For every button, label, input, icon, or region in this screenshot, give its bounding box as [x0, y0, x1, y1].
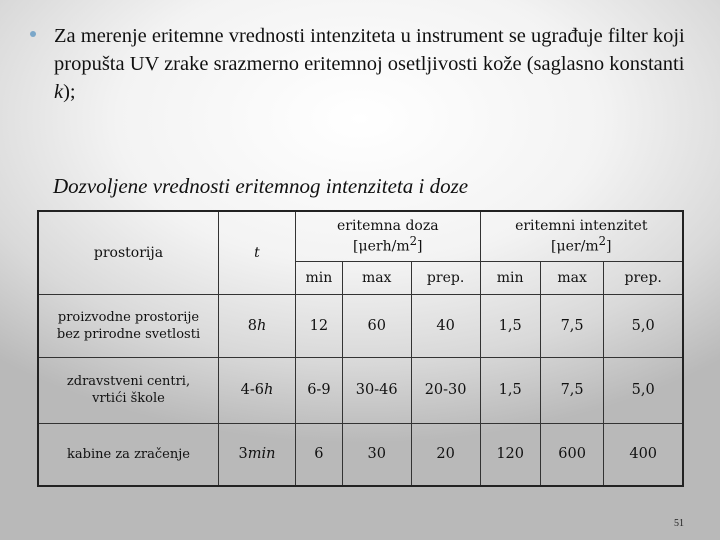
subheader-dose-max: max — [342, 261, 411, 294]
row-t — [219, 294, 296, 357]
cell-int-max: 600 — [540, 423, 604, 486]
header-dose-unit — [298, 234, 478, 255]
bullet-text-main: Za merenje eritemne vrednosti intenziteta u instrument se ugrađuje filter koji propušta UV zrake srazmerno eritemnoj osetljivosti kože (saglasno konstanti — [54, 25, 685, 75]
header-t: t — [219, 211, 296, 294]
bullet-block — [30, 22, 700, 106]
room-line: vrtići škole — [92, 391, 165, 406]
row-room — [38, 294, 219, 357]
cell-dose-prep: 20-30 — [411, 357, 480, 423]
dose-unit-close: ] — [417, 238, 423, 255]
subheader-dose-min: min — [296, 261, 343, 294]
t-number: 3 — [238, 446, 248, 463]
subheader-int-min: min — [480, 261, 540, 294]
t-number: 4-6 — [240, 382, 264, 398]
cell-int-min: 120 — [480, 423, 540, 486]
int-unit-mu: μ — [556, 238, 566, 255]
room-line: zdravstveni centri, — [66, 374, 191, 389]
table-row — [38, 423, 683, 486]
dose-unit-open: [ — [353, 238, 359, 255]
cell-dose-min: 6-9 — [296, 357, 343, 423]
limits-table — [37, 210, 684, 487]
cell-dose-max: 60 — [342, 294, 411, 357]
cell-dose-min: 6 — [296, 423, 343, 486]
subheader-int-prep: prep. — [604, 261, 683, 294]
cell-int-prep: 5,0 — [604, 294, 683, 357]
cell-int-min: 1,5 — [480, 357, 540, 423]
bullet-dot-icon — [30, 31, 36, 37]
row-room — [38, 423, 219, 486]
subheader-int-max: max — [540, 261, 604, 294]
t-unit: min — [247, 446, 276, 463]
table-header-row — [38, 211, 683, 261]
cell-dose-max: 30-46 — [342, 357, 411, 423]
dose-unit-rest: erh/m — [367, 238, 410, 255]
cell-dose-prep: 40 — [411, 294, 480, 357]
bullet-constant-k: k — [54, 81, 64, 103]
cell-int-min: 1,5 — [480, 294, 540, 357]
cell-dose-min: 12 — [296, 294, 343, 357]
t-number: 8 — [247, 317, 257, 334]
bullet-text — [54, 22, 700, 106]
room-line: proizvodne prostorije — [57, 309, 200, 325]
cell-int-prep: 400 — [604, 423, 683, 486]
cell-int-prep: 5,0 — [604, 357, 683, 423]
table-row — [38, 357, 683, 423]
bullet-text-end: ); — [63, 81, 76, 103]
table-caption: Dozvoljene vrednosti eritemnog intenziteta i doze — [53, 174, 469, 198]
header-dose — [296, 211, 481, 261]
table-row — [38, 294, 683, 357]
header-intensity — [480, 211, 683, 261]
slide-number: 51 — [674, 518, 684, 529]
cell-int-max: 7,5 — [540, 294, 604, 357]
header-intensity-unit — [483, 234, 680, 255]
header-intensity-title: eritemni intenzitet — [515, 217, 648, 234]
t-unit: h — [264, 382, 274, 398]
row-t — [219, 357, 296, 423]
t-unit: h — [256, 317, 267, 334]
int-unit-open: [ — [551, 238, 557, 255]
row-room — [38, 357, 219, 423]
dose-unit-sup: 2 — [409, 233, 418, 248]
row-t — [219, 423, 296, 486]
header-dose-title: eritemna doza — [336, 217, 439, 234]
dose-unit-mu: μ — [358, 238, 368, 255]
room-line: kabine za zračenje — [67, 446, 190, 462]
int-unit-close: ] — [606, 238, 612, 255]
cell-int-max: 7,5 — [540, 357, 604, 423]
int-unit-rest: er/m — [565, 238, 599, 255]
cell-dose-max: 30 — [342, 423, 411, 486]
room-line: bez prirodne svetlosti — [56, 326, 201, 342]
header-room: prostorija — [38, 211, 219, 294]
int-unit-sup: 2 — [598, 233, 607, 248]
cell-dose-prep: 20 — [411, 423, 480, 486]
subheader-dose-prep: prep. — [411, 261, 480, 294]
